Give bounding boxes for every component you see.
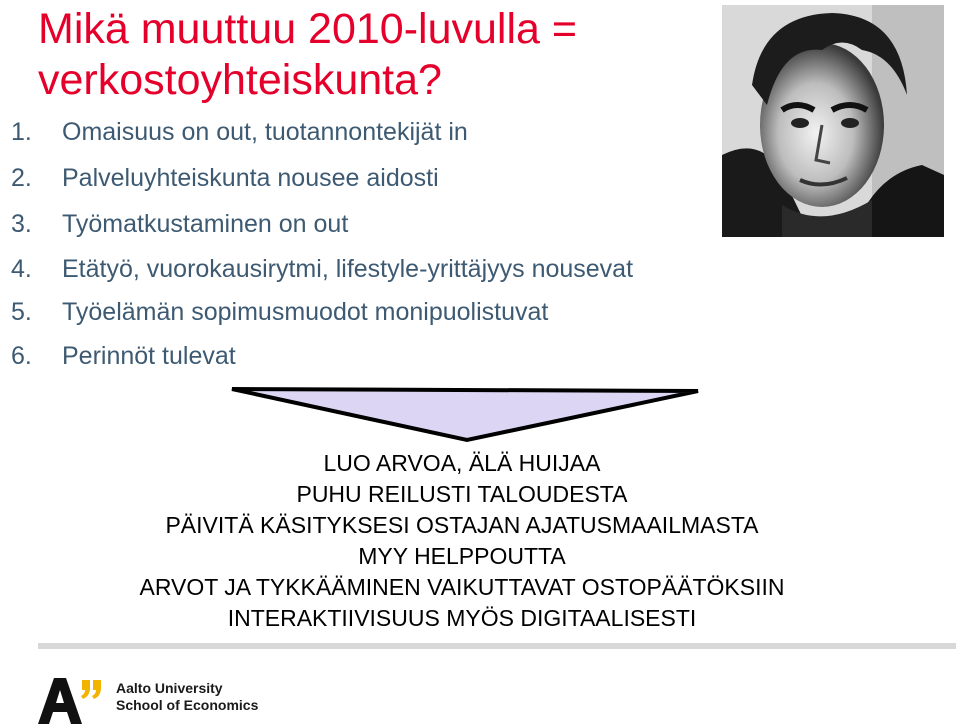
list-text: Omaisuus on out, tuotannontekijät in xyxy=(62,118,468,146)
list-number: 6. xyxy=(11,342,32,370)
funnel-arrow-icon xyxy=(230,386,700,444)
footer-brand xyxy=(116,680,258,714)
list-number: 4. xyxy=(11,255,32,283)
list-text: Perinnöt tulevat xyxy=(62,342,236,370)
portrait-photo xyxy=(722,5,944,237)
list-text: Palveluyhteiskunta nousee aidosti xyxy=(62,164,439,192)
list-text: Etätyö, vuorokausirytmi, lifestyle-yrittäjyys nousevat xyxy=(62,255,634,283)
school-name: School of Economics xyxy=(116,697,259,713)
slide-title-line-1: Mikä muuttuu 2010-luvulla = xyxy=(38,5,577,53)
conclusion-line: ARVOT JA TYKKÄÄMINEN VAIKUTTAVAT OSTOPÄÄTÖKSIIN xyxy=(139,574,785,600)
footer-divider xyxy=(38,643,956,649)
list-number: 3. xyxy=(11,210,32,238)
conclusion-line: PUHU REILUSTI TALOUDESTA xyxy=(296,481,628,507)
conclusion-line: INTERAKTIIVISUUS MYÖS DIGITAALISESTI xyxy=(227,605,697,631)
conclusions-block xyxy=(0,448,924,634)
conclusion-line: PÄIVITÄ KÄSITYKSESI OSTAJAN AJATUSMAAILMASTA xyxy=(165,512,759,538)
list-text: Työmatkustaminen on out xyxy=(62,210,349,238)
university-name: Aalto University xyxy=(116,680,223,696)
list-text: Työelämän sopimusmuodot monipuolistuvat xyxy=(62,298,549,326)
aalto-logo-icon xyxy=(38,678,102,724)
conclusion-line: MYY HELPPOUTTA xyxy=(358,543,566,569)
slide-title xyxy=(38,4,698,106)
slide-title-line-2: verkostoyhteiskunta? xyxy=(38,56,442,104)
list-number: 5. xyxy=(11,298,32,326)
list-number: 1. xyxy=(11,118,32,146)
list-number: 2. xyxy=(11,164,32,192)
conclusion-line: LUO ARVOA, ÄLÄ HUIJAA xyxy=(323,450,601,476)
